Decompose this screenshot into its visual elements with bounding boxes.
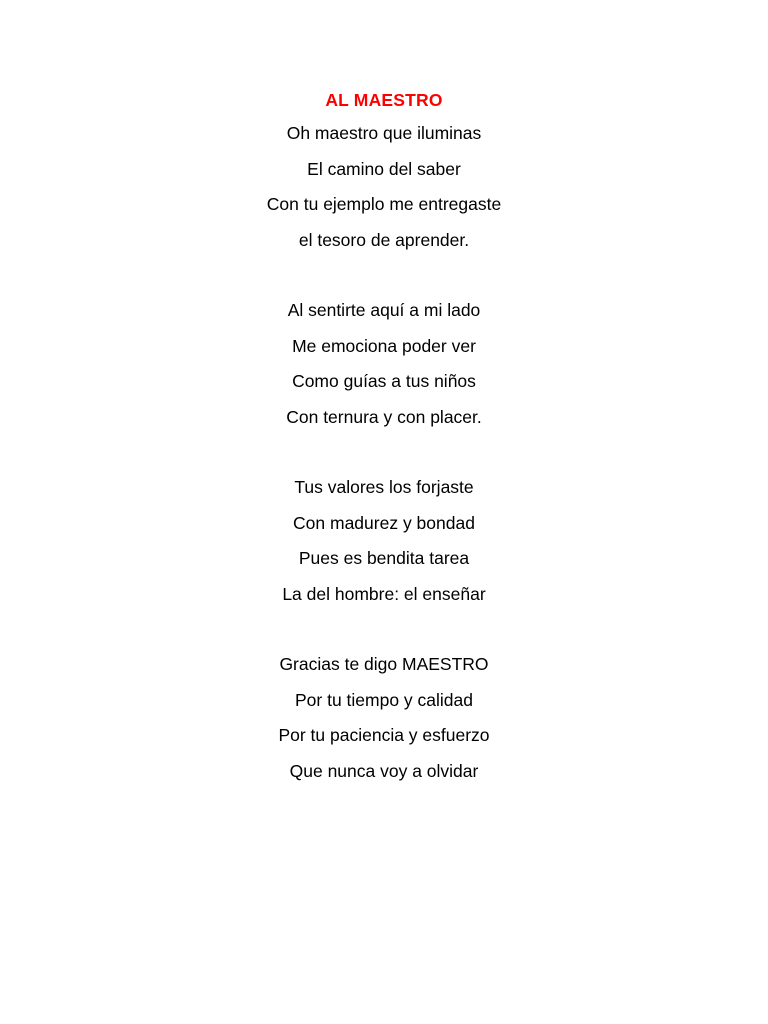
- poem-line: Pues es bendita tarea: [298, 548, 470, 568]
- poem-line: Por tu tiempo y calidad: [294, 689, 473, 710]
- poem-title: AL MAESTRO: [325, 90, 443, 110]
- poem-line: Por tu paciencia y esfuerzo: [278, 725, 490, 745]
- poem-line: Al sentirte aquí a mi lado: [287, 300, 481, 320]
- stanza-3: [0, 470, 768, 612]
- poem-line: Que nunca voy a olvidar: [289, 760, 479, 781]
- stanza-4: [0, 647, 768, 789]
- poem-line: El camino del saber: [307, 158, 461, 179]
- poem-line: Oh maestro que iluminas: [286, 123, 482, 143]
- poem-line: el tesoro de aprender.: [298, 229, 470, 250]
- poem-line: Con madurez y bondad: [293, 512, 475, 533]
- stanza-2: [0, 293, 768, 435]
- poem-line: Como guías a tus niños: [292, 371, 476, 391]
- poem-line: La del hombre: el enseñar: [282, 583, 486, 604]
- stanza-1: [0, 116, 768, 258]
- poem-line: Con ternura y con placer.: [286, 406, 482, 427]
- poem-line: Gracias te digo MAESTRO: [279, 654, 489, 674]
- poem-line: Me emociona poder ver: [292, 335, 476, 356]
- poem-line: Tus valores los forjaste: [294, 477, 474, 497]
- poem-line: Con tu ejemplo me entregaste: [266, 194, 502, 214]
